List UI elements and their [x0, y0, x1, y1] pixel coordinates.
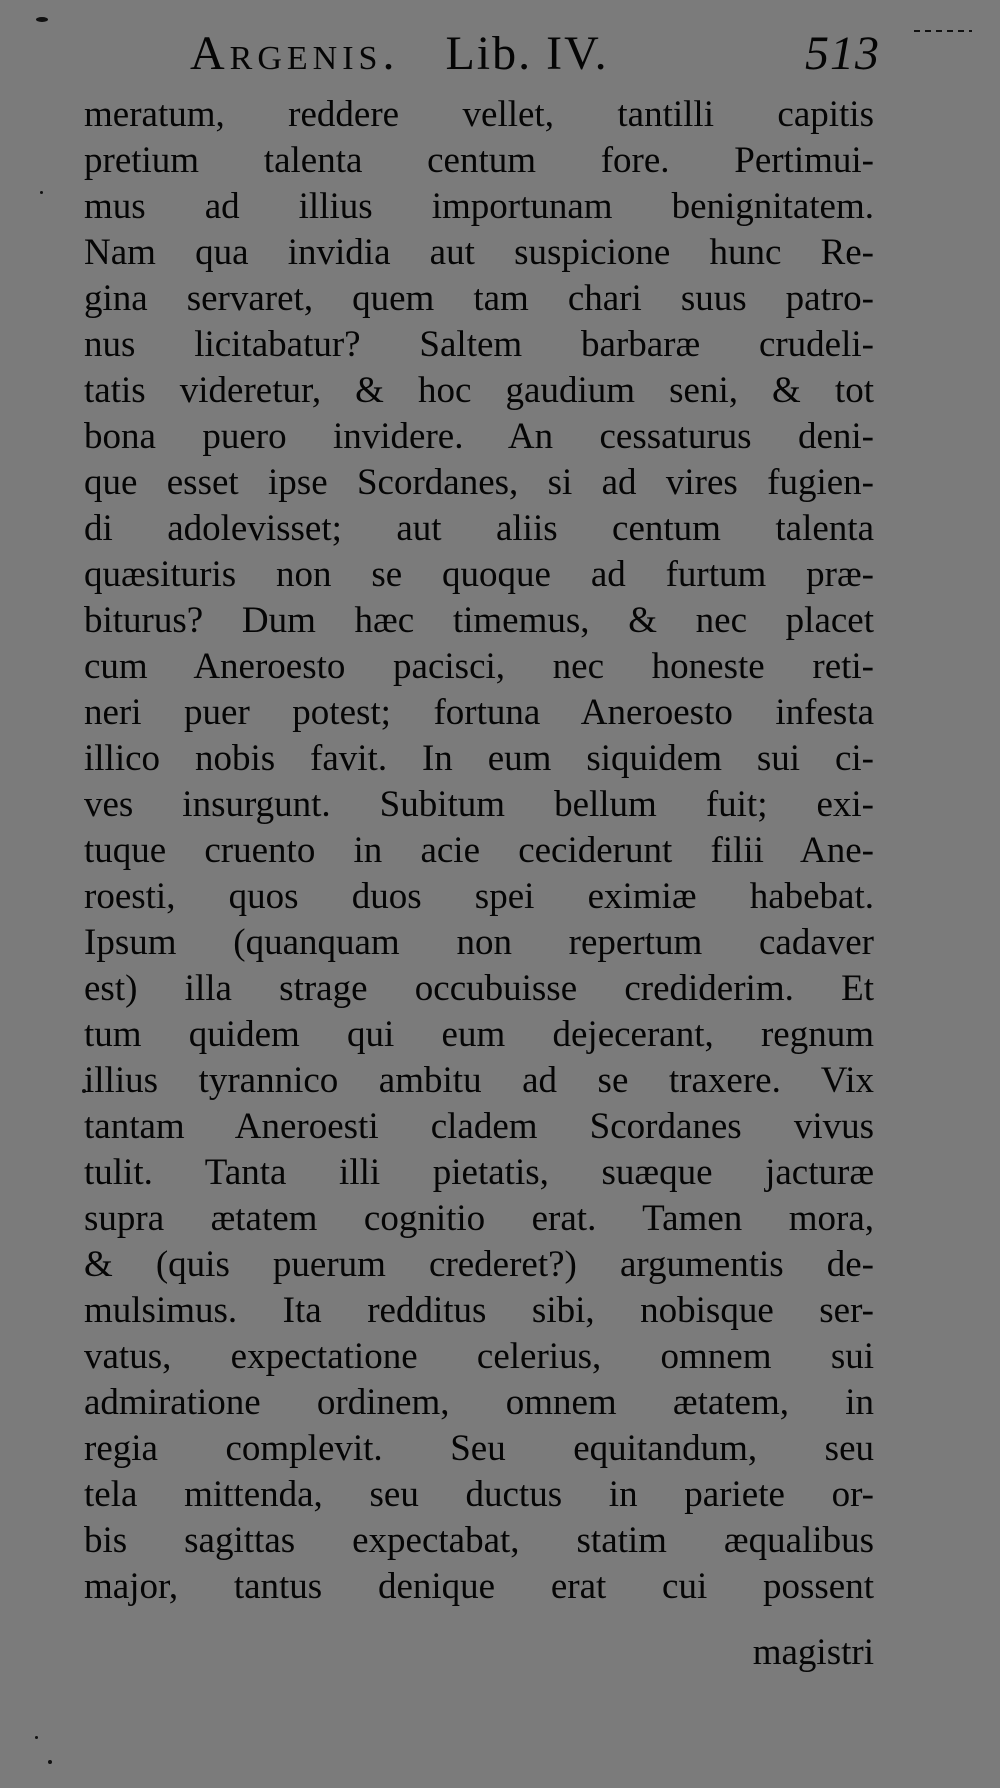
- ink-speck: [36, 17, 48, 22]
- text-line: tum quidem qui eum dejecerant, regnum: [84, 1014, 874, 1055]
- text-line: quæsituris non se quoque ad furtum præ-: [84, 554, 874, 595]
- text-line: est) illa strage occubuisse crediderim. Et: [84, 968, 874, 1009]
- page-edge-mark: [914, 30, 972, 32]
- text-line: di adolevisset; aut aliis centum talenta: [84, 508, 874, 549]
- text-line: & (quis puerum crederet?) argumentis de-: [84, 1244, 874, 1285]
- ink-speck: [48, 1760, 52, 1764]
- text-line: meratum, reddere vellet, tantilli capitis: [84, 94, 874, 135]
- text-line: tulit. Tanta illi pietatis, suæque jacturæ: [84, 1152, 874, 1193]
- running-header: [190, 26, 880, 82]
- text-line: mulsimus. Ita redditus sibi, nobisque ser-: [84, 1290, 874, 1331]
- text-line: biturus? Dum hæc timemus, & nec placet: [84, 600, 874, 641]
- text-line: cum Aneroesto pacisci, nec honeste reti-: [84, 646, 874, 687]
- text-line: regia complevit. Seu equitandum, seu: [84, 1428, 874, 1469]
- text-line: tatis videretur, & hoc gaudium seni, & tot: [84, 370, 874, 411]
- text-line: que esset ipse Scordanes, si ad vires fugien-: [84, 462, 874, 503]
- text-line: illius tyrannico ambitu ad se traxere. Vix: [84, 1060, 874, 1101]
- text-line: major, tantus denique erat cui possent: [84, 1566, 874, 1607]
- text-line: Nam qua invidia aut suspicione hunc Re-: [84, 232, 874, 273]
- text-line: ves insurgunt. Subitum bellum fuit; exi-: [84, 784, 874, 825]
- text-line: bis sagittas expectabat, statim æqualibus: [84, 1520, 874, 1561]
- text-line: tantam Aneroesti cladem Scordanes vivus: [84, 1106, 874, 1147]
- running-title: Argenis.: [190, 27, 400, 80]
- ink-speck: [35, 1736, 38, 1739]
- ink-speck: [40, 191, 43, 194]
- text-line: tuque cruento in acie ceciderunt filii Ane-: [84, 830, 874, 871]
- text-line: nus licitabatur? Saltem barbaræ crudeli-: [84, 324, 874, 365]
- text-line: supra ætatem cognitio erat. Tamen mora,: [84, 1198, 874, 1239]
- book-number: Lib. IV.: [445, 27, 609, 80]
- text-line: admiratione ordinem, omnem ætatem, in: [84, 1382, 874, 1423]
- page-number: 513: [805, 27, 880, 80]
- text-line: roesti, quos duos spei eximiæ habebat.: [84, 876, 874, 917]
- text-line: vatus, expectatione celerius, omnem sui: [84, 1336, 874, 1377]
- text-line: Ipsum (quanquam non repertum cadaver: [84, 922, 874, 963]
- text-line: tela mittenda, seu ductus in pariete or-: [84, 1474, 874, 1515]
- text-line: mus ad illius importunam benignitatem.: [84, 186, 874, 227]
- body-text: [84, 92, 874, 1672]
- text-line: neri puer potest; fortuna Aneroesto infesta: [84, 692, 874, 733]
- text-line: bona puero invidere. An cessaturus deni-: [84, 416, 874, 457]
- text-line: gina servaret, quem tam chari suus patro-: [84, 278, 874, 319]
- catchword: magistri: [752, 1632, 874, 1673]
- text-line: illico nobis favit. In eum siquidem sui ci-: [84, 738, 874, 779]
- text-line: pretium talenta centum fore. Pertimui-: [84, 140, 874, 181]
